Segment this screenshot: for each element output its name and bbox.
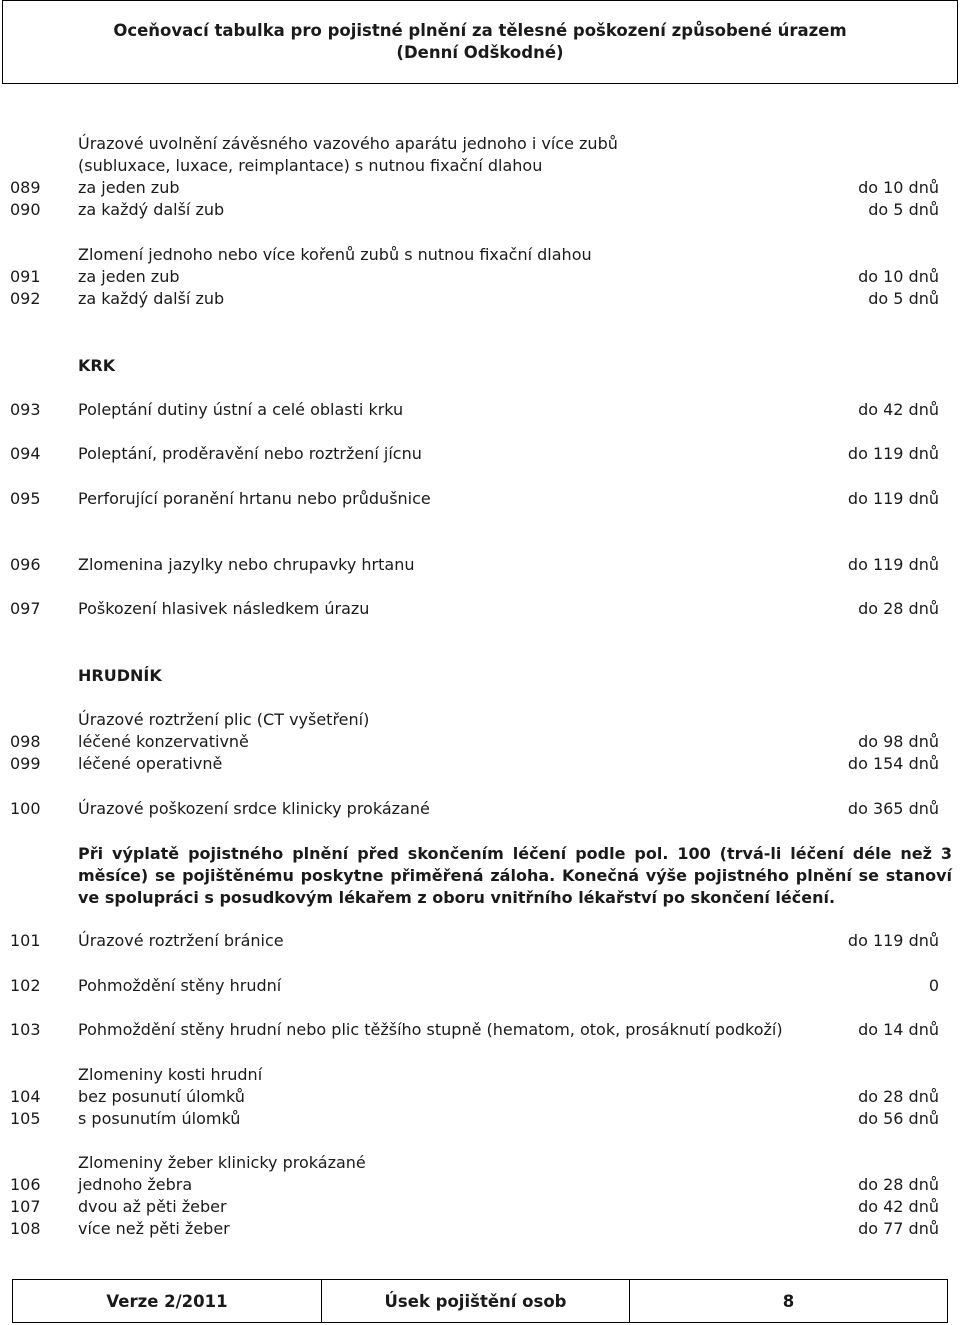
row-description: Poškození hlasivek následkem úrazu bbox=[78, 599, 370, 618]
row-code: 095 bbox=[10, 489, 41, 508]
row-description: Zlomení jednoho nebo více kořenů zubů s nutnou fixační dlahou bbox=[78, 245, 592, 264]
row-code: 097 bbox=[10, 599, 41, 618]
document-title: Oceňovací tabulka pro pojistné plnění za tělesné poškození způsobené úrazem bbox=[113, 21, 847, 40]
document-header bbox=[2, 0, 958, 84]
footer-version: Verze 2/2011 bbox=[13, 1280, 322, 1322]
footer-page-number: 8 bbox=[782, 1291, 795, 1311]
row-value: do 5 dnů bbox=[868, 289, 939, 308]
table-row bbox=[0, 930, 960, 952]
row-description: Pohmoždění stěny hrudní bbox=[78, 976, 282, 995]
advance-payment-note: Při výplatě pojistného plnění před skončením léčení podle pol. 100 (trvá-li léčení déle než 3 měsíce) se pojištěnému poskytne přiměřená záloha. Konečná výše pojistného plnění se stanoví ve spolupráci s posudkovým lékařem z oboru vnitřního lékařství po skončení léčení. bbox=[78, 844, 952, 907]
row-code: 089 bbox=[10, 178, 41, 197]
row-description: jednoho žebra bbox=[78, 1175, 193, 1194]
row-value: 0 bbox=[928, 976, 939, 995]
row-description: Úrazové poškození srdce klinicky prokázané bbox=[78, 799, 430, 818]
row-description: Úrazové roztržení bránice bbox=[78, 931, 284, 950]
row-code: 094 bbox=[10, 444, 41, 463]
page-footer bbox=[12, 1279, 948, 1323]
table-row bbox=[0, 709, 960, 731]
row-code: 091 bbox=[10, 267, 41, 286]
row-value: do 98 dnů bbox=[858, 732, 939, 751]
table-row bbox=[0, 244, 960, 266]
row-code: 098 bbox=[10, 732, 41, 751]
row-description: Úrazové uvolnění závěsného vazového aparátu jednoho i více zubů bbox=[78, 134, 618, 153]
table-row bbox=[0, 1174, 960, 1196]
row-value: do 5 dnů bbox=[868, 200, 939, 219]
table-row bbox=[0, 1152, 960, 1174]
table-row bbox=[0, 554, 960, 576]
row-code: 107 bbox=[10, 1197, 41, 1216]
table-row bbox=[0, 177, 960, 199]
row-description: s posunutím úlomků bbox=[78, 1109, 241, 1128]
row-description: za jeden zub bbox=[78, 178, 180, 197]
row-description: Perforující poranění hrtanu nebo průdušnice bbox=[78, 489, 431, 508]
row-code: 105 bbox=[10, 1109, 41, 1128]
table-row bbox=[0, 199, 960, 221]
row-description: za každý další zub bbox=[78, 200, 225, 219]
row-value: do 119 dnů bbox=[847, 555, 939, 574]
row-description: za jeden zub bbox=[78, 267, 180, 286]
row-value: do 42 dnů bbox=[858, 1197, 939, 1216]
row-description: bez posunutí úlomků bbox=[78, 1087, 245, 1106]
table-row bbox=[0, 1019, 960, 1041]
table-row bbox=[0, 488, 960, 510]
footer-department: Úsek pojištění osob bbox=[322, 1280, 630, 1322]
row-code: 101 bbox=[10, 931, 41, 950]
row-description: Zlomeniny žeber klinicky prokázané bbox=[78, 1153, 366, 1172]
row-value: do 77 dnů bbox=[858, 1219, 939, 1238]
table-row bbox=[0, 155, 960, 177]
row-description: léčené operativně bbox=[78, 754, 223, 773]
row-value: do 14 dnů bbox=[858, 1020, 939, 1039]
row-value: do 119 dnů bbox=[847, 931, 939, 950]
row-value: do 56 dnů bbox=[858, 1109, 939, 1128]
row-value: do 28 dnů bbox=[858, 599, 939, 618]
table-row bbox=[0, 798, 960, 820]
row-code: 096 bbox=[10, 555, 41, 574]
row-code: 102 bbox=[10, 976, 41, 995]
table-row bbox=[0, 1196, 960, 1218]
row-description: dvou až pěti žeber bbox=[78, 1197, 227, 1216]
table-row bbox=[0, 1064, 960, 1086]
row-description: Poleptání dutiny ústní a celé oblasti krku bbox=[78, 400, 404, 419]
document-subtitle: (Denní Odškodné) bbox=[396, 43, 564, 62]
row-code: 106 bbox=[10, 1175, 41, 1194]
table-row bbox=[0, 399, 960, 421]
row-code: 092 bbox=[10, 289, 41, 308]
table-row bbox=[0, 598, 960, 620]
row-value: do 119 dnů bbox=[847, 444, 939, 463]
section-heading-krk: KRK bbox=[78, 356, 116, 375]
row-description: Pohmoždění stěny hrudní nebo plic těžšího stupně (hematom, otok, prosáknutí podkoží) bbox=[78, 1020, 783, 1039]
row-value: do 28 dnů bbox=[858, 1087, 939, 1106]
table-row bbox=[0, 288, 960, 310]
row-code: 108 bbox=[10, 1219, 41, 1238]
row-value: do 28 dnů bbox=[858, 1175, 939, 1194]
row-code: 104 bbox=[10, 1087, 41, 1106]
table-row bbox=[0, 266, 960, 288]
table-row bbox=[0, 1086, 960, 1108]
row-value: do 42 dnů bbox=[858, 400, 939, 419]
table-row bbox=[0, 1108, 960, 1130]
row-description: Poleptání, proděravění nebo roztržení jícnu bbox=[78, 444, 422, 463]
row-description: léčené konzervativně bbox=[78, 732, 249, 751]
row-description: (subluxace, luxace, reimplantace) s nutnou fixační dlahou bbox=[78, 156, 543, 175]
section-heading-hrudnik: HRUDNÍK bbox=[78, 666, 162, 685]
table-row bbox=[0, 443, 960, 465]
row-description: více než pěti žeber bbox=[78, 1219, 230, 1238]
row-description: Zlomeniny kosti hrudní bbox=[78, 1065, 263, 1084]
row-code: 099 bbox=[10, 754, 41, 773]
table-row bbox=[0, 731, 960, 753]
table-row bbox=[0, 975, 960, 997]
row-description: Zlomenina jazylky nebo chrupavky hrtanu bbox=[78, 555, 415, 574]
row-value: do 154 dnů bbox=[847, 754, 939, 773]
row-description: Úrazové roztržení plic (CT vyšetření) bbox=[78, 710, 370, 729]
row-value: do 10 dnů bbox=[858, 178, 939, 197]
row-code: 100 bbox=[10, 799, 41, 818]
row-code: 103 bbox=[10, 1020, 41, 1039]
row-code: 090 bbox=[10, 200, 41, 219]
row-code: 093 bbox=[10, 400, 41, 419]
row-value: do 119 dnů bbox=[847, 489, 939, 508]
table-row bbox=[0, 1218, 960, 1240]
row-value: do 365 dnů bbox=[847, 799, 939, 818]
row-description: za každý další zub bbox=[78, 289, 225, 308]
row-value: do 10 dnů bbox=[858, 267, 939, 286]
table-row bbox=[0, 133, 960, 155]
table-row bbox=[0, 753, 960, 775]
